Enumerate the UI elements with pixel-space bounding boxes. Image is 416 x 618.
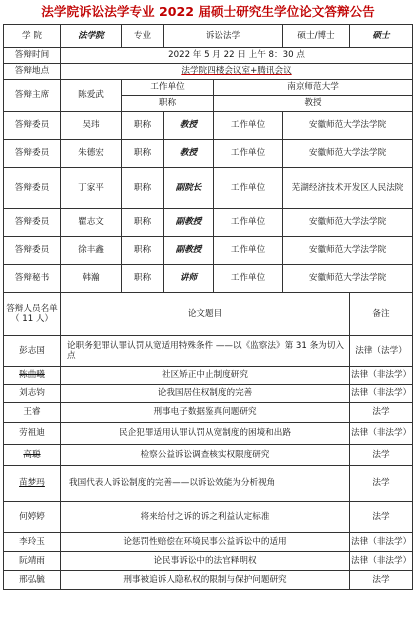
member-name: 吴玮 xyxy=(61,112,122,140)
student-topic: 我国代表人诉讼制度的完善——以诉讼效能为分析视角 xyxy=(61,466,350,502)
member-unit: 安徽师范大学法学院 xyxy=(283,140,413,168)
student-row xyxy=(4,336,413,367)
student-note: 法学 xyxy=(350,466,413,502)
student-name: 劳祖迪 xyxy=(4,423,61,445)
member-row xyxy=(4,209,413,237)
member-unit: 安徽师范大学法学院 xyxy=(283,112,413,140)
member-name: 韩瀚 xyxy=(61,265,122,293)
member-title-label: 职称 xyxy=(122,140,164,168)
student-row xyxy=(4,502,413,533)
member-title-label: 职称 xyxy=(122,168,164,209)
student-topic: 论民事诉讼中的法官释明权 xyxy=(61,552,350,571)
member-title-label: 职称 xyxy=(122,265,164,293)
student-row xyxy=(4,385,413,403)
student-name: 阮靖雨 xyxy=(4,552,61,571)
note-header: 备注 xyxy=(350,293,413,336)
student-topic: 民企犯罪适用认罪认罚从宽制度的困境和出路 xyxy=(61,423,350,445)
member-title-label: 职称 xyxy=(122,209,164,237)
time-value: 2022 年 5 月 22 日 上午 8：30 点 xyxy=(61,48,413,64)
member-title: 副教授 xyxy=(164,237,214,265)
chair-unit: 南京师范大学 xyxy=(214,80,413,96)
student-row xyxy=(4,466,413,502)
member-row xyxy=(4,237,413,265)
degree-value: 硕士 xyxy=(350,25,413,48)
place-value: 法学院四楼会议室+腾讯会议 xyxy=(61,64,413,80)
student-name: 王睿 xyxy=(4,403,61,423)
major-label: 专业 xyxy=(122,25,164,48)
member-unit-label: 工作单位 xyxy=(214,237,283,265)
student-note: 法学 xyxy=(350,571,413,590)
chair-title-label: 职称 xyxy=(122,96,214,112)
member-title: 副院长 xyxy=(164,168,214,209)
student-note: 法律（非法学） xyxy=(350,385,413,403)
member-row xyxy=(4,140,413,168)
member-role: 答辩秘书 xyxy=(4,265,61,293)
student-topic: 刑事被追诉人隐私权的限制与保护问题研究 xyxy=(61,571,350,590)
student-note: 法律（非法学） xyxy=(350,367,413,385)
member-row xyxy=(4,168,413,209)
student-topic: 论惩罚性赔偿在环境民事公益诉讼中的适用 xyxy=(61,533,350,552)
student-name: 陈曲曦 xyxy=(4,367,61,385)
member-unit-label: 工作单位 xyxy=(214,140,283,168)
member-unit: 安徽师范大学法学院 xyxy=(283,265,413,293)
chair-row xyxy=(4,80,413,96)
degree-label: 硕士/博士 xyxy=(283,25,350,48)
time-label: 答辩时间 xyxy=(4,48,61,64)
student-note: 法学 xyxy=(350,403,413,423)
student-row xyxy=(4,423,413,445)
member-role: 答辩委员 xyxy=(4,237,61,265)
member-unit-label: 工作单位 xyxy=(214,112,283,140)
student-row xyxy=(4,571,413,590)
student-topic: 将来给付之诉的诉之利益认定标准 xyxy=(61,502,350,533)
students-count-label: 答辩人员名单（ 11 人） xyxy=(4,293,61,336)
student-topic: 社区矫正中止制度研究 xyxy=(61,367,350,385)
member-unit-label: 工作单位 xyxy=(214,265,283,293)
student-name: 刘志钧 xyxy=(4,385,61,403)
page-title: 法学院诉讼法学专业 2022 届硕士研究生学位论文答辩公告 xyxy=(41,4,375,19)
member-title: 教授 xyxy=(164,112,214,140)
member-name: 丁家平 xyxy=(61,168,122,209)
member-role: 答辩委员 xyxy=(4,140,61,168)
chair-title: 教授 xyxy=(214,96,413,112)
member-unit: 芜湖经济技术开发区人民法院 xyxy=(283,168,413,209)
place-row xyxy=(4,64,413,80)
member-name: 瞿志文 xyxy=(61,209,122,237)
student-topic: 论职务犯罪认罪认罚从宽适用特殊条件 ——以《监察法》第 31 条为切入点 xyxy=(61,336,350,367)
student-row xyxy=(4,403,413,423)
student-name: 高聪 xyxy=(4,445,61,466)
header-row xyxy=(4,25,413,48)
student-topic: 刑事电子数据鉴真问题研究 xyxy=(61,403,350,423)
student-note: 法律（法学） xyxy=(350,336,413,367)
member-title: 副教授 xyxy=(164,209,214,237)
student-row xyxy=(4,367,413,385)
member-title: 教授 xyxy=(164,140,214,168)
college-value: 法学院 xyxy=(61,25,122,48)
student-name: 李玲玉 xyxy=(4,533,61,552)
place-label: 答辩地点 xyxy=(4,64,61,80)
defense-table xyxy=(3,24,413,590)
member-unit-label: 工作单位 xyxy=(214,168,283,209)
member-name: 朱德宏 xyxy=(61,140,122,168)
member-unit: 安徽师范大学法学院 xyxy=(283,209,413,237)
college-label: 学 院 xyxy=(4,25,61,48)
chair-label: 答辩主席 xyxy=(4,80,61,112)
member-role: 答辩委员 xyxy=(4,209,61,237)
student-row xyxy=(4,552,413,571)
student-topic: 检察公益诉讼调查核实权限度研究 xyxy=(61,445,350,466)
student-note: 法学 xyxy=(350,445,413,466)
member-role: 答辩委员 xyxy=(4,112,61,140)
student-note: 法律（非法学） xyxy=(350,533,413,552)
student-name: 苗梦玛 xyxy=(4,466,61,502)
member-title-label: 职称 xyxy=(122,237,164,265)
student-note: 法律（非法学） xyxy=(350,552,413,571)
student-topic: 论我国居住权制度的完善 xyxy=(61,385,350,403)
student-note: 法律（非法学） xyxy=(350,423,413,445)
member-role: 答辩委员 xyxy=(4,168,61,209)
chair-name: 陈爱武 xyxy=(61,80,122,112)
topic-header: 论文题目 xyxy=(61,293,350,336)
student-note: 法学 xyxy=(350,502,413,533)
member-row xyxy=(4,112,413,140)
student-row xyxy=(4,533,413,552)
member-unit-label: 工作单位 xyxy=(214,209,283,237)
student-name: 何婷婷 xyxy=(4,502,61,533)
student-name: 彭志国 xyxy=(4,336,61,367)
secretary-row xyxy=(4,265,413,293)
member-unit: 安徽师范大学法学院 xyxy=(283,237,413,265)
time-row xyxy=(4,48,413,64)
member-name: 徐丰鑫 xyxy=(61,237,122,265)
major-value: 诉讼法学 xyxy=(164,25,283,48)
member-title-label: 职称 xyxy=(122,112,164,140)
student-name: 邢弘毓 xyxy=(4,571,61,590)
list-header-row xyxy=(4,293,413,336)
chair-unit-label: 工作单位 xyxy=(122,80,214,96)
member-title: 讲师 xyxy=(164,265,214,293)
student-row xyxy=(4,445,413,466)
